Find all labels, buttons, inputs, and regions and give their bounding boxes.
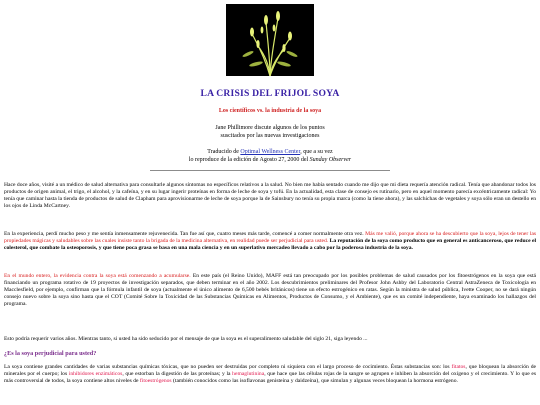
credit-line-1 <box>0 148 540 156</box>
optimal-wellness-link[interactable]: Optimal Wellness Center <box>240 149 301 155</box>
divider <box>150 170 390 171</box>
paragraph-3-highlight: En el mundo entero, la evidencia contra la soya está comenzando a acumularse. <box>4 273 191 279</box>
paragraph-2-highlight: Más me valió, porque ahora se ha descubierto que la soya, lejos de tener las propiedades mágicas y saludables sobre las cuales insiste tanto la brigada de la medicina alternativa, en realidad puede ser perjudicial para usted. <box>4 231 536 244</box>
soy-plant-image <box>226 4 314 76</box>
byline-line-2: suscitados por las nuevas investigaciones <box>220 133 320 139</box>
term-fitatos: fitatos <box>451 364 466 370</box>
term-fitoestrogenos: fitoestrógenos <box>139 377 172 384</box>
page-subtitle: Los científicos vs. la industria de la soya <box>218 108 322 114</box>
p5-e: (también conocidos como las isoflavonas genisteína y daidzeína), que simulan y algunas veces bloquean la hormona estrógeno. <box>171 377 458 384</box>
p5-d: , que hace que las células rojas de la sangre se agrupen e inhiben la absorción del oxígeno y el crecimiento. Y lo que es más controversial de todos, la soya contiene altos niveles de <box>4 370 536 384</box>
credit-prefix: Traducido de <box>207 149 241 155</box>
credit-line2-prefix: lo reproduce de la edición de Agosto 27, 2000 del <box>188 157 310 163</box>
p5-a: La soya contiene grandes cantidades de varias substancias químicas tóxicas, que no pueden ser destruidas por completo ni siquiera con el largo proceso de cocimiento. Éstas substancias son: los <box>4 364 452 370</box>
section-heading: ¿Es la soya perjudicial para usted? <box>4 350 97 357</box>
term-hemaglutinina: hemaglutinina <box>232 370 265 377</box>
paragraph-3 <box>4 273 536 308</box>
paragraph-4: Esto podría requerir varios años. Mientras tanto, si usted ha sido seducido por el mensaje de que la soya es el superalimento saludable del siglo 21, siga leyendo ... <box>4 336 368 342</box>
credit-source: Sunday Observer <box>309 157 352 163</box>
paragraph-2 <box>4 231 536 252</box>
credit-line-2 <box>0 156 540 164</box>
soy-plant-icon <box>226 4 314 76</box>
translation-credit <box>0 148 540 164</box>
paragraph-1: Hace doce años, visité a un médico de salud alternativa para consultarle algunos síntomas no específicos relativos a la salud. No bien me había sentado cuando me dijo que mi dieta requería atención radical. Tenía que abandonar todos los productos de origen animal, el trigo, el alcohol, y la cafeína, y en su lugar ingerir proteínas en forma de leche de soya y tofú. En la actualidad, esta clase de consejo es rutinario, pero en aquel momento parecía excéntricamente radical: Yo tenía que caminar hasta la tienda de productos de salud de Clapham para aprovisionarme de leche de soya porque la de Sainsbury no tenía su propia marca (como la tiene ahora), y las salchichas de vegetales y soya sólo eran un destello en los ojos de Linda McCartney. <box>4 182 536 209</box>
paragraph-5 <box>4 364 536 385</box>
paragraph-3-text: En este país (el Reino Unido), MAFF está tan preocupado por los posibles problemas de salud causados por los fitoestrógenos en la soya que está financiando un programa rotativo de 19 proyectos de investigación separados, que deben terminar en el año 2002. Los descubrimientos preliminares del Profesor John Ashby del Laboratorio Central AstraZeneca de Toxicología en Macclesfield, por ejemplo, confirman que la fórmula infantil de soya (actualmente el único alimento de 6,500 bebés británicos) tiene un efecto estrogénico en ratas. Según la ministra de salud pública, Ivette Cooper, no se dará ningún consejo nuevo sobre la soya sino hasta que el COT (Comité Sobre la Toxicidad de las Substancias Químicas en Alimentos, Productos de Consumo, y el Ambiente), que es un comité independiente, haya examinado los hallazgos del programa. <box>4 273 536 307</box>
byline <box>0 124 540 140</box>
credit-suffix: , que a su vez <box>300 149 333 155</box>
p5-c: , que estorban la digestión de las proteínas; y la <box>122 370 233 377</box>
paragraph-2-text: En la experiencia, perdí mucho peso y me sentía inmensamente rejuvenecida. Tan fue así que, cuatro meses más tarde, comencé a comer normalmente otra vez. <box>4 231 366 237</box>
page-title: LA CRISIS DEL FRIJOL SOYA <box>200 88 340 99</box>
paragraph-2-bold: La reputación de la soya como producto que en general es anticanceroso, que reduce el colesterol, que combate la osteoporosis, y que tiene poca grasa se basa en una mala ciencia y en un superlativo mercadeo llevado a cabo por la poderosa industria de la soya. <box>4 237 536 251</box>
byline-line-1: Jane Phillimore discute algunos de los puntos <box>215 125 325 131</box>
term-inhibidores: inhibidores enzimáticos <box>68 370 123 377</box>
p5-b: , que bloquean la absorción de minerales por el cuerpo; los <box>4 364 536 377</box>
